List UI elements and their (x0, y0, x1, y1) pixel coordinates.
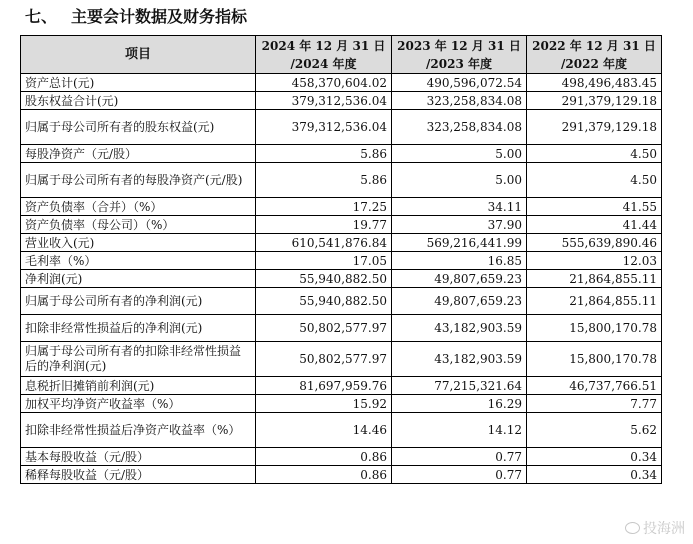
value-2023: 37.90 (392, 216, 527, 234)
value-2022: 21,864,855.11 (527, 288, 662, 315)
value-2024: 0.86 (256, 466, 392, 484)
table-row (21, 466, 662, 484)
value-2022: 12.03 (527, 252, 662, 270)
value-2024: 55,940,882.50 (256, 270, 392, 288)
value-2024: 14.46 (256, 413, 392, 448)
value-2022: 4.50 (527, 145, 662, 163)
row-label: 归属于母公司所有者的每股净资产(元/股) (21, 163, 256, 198)
watermark (625, 518, 685, 538)
value-2023: 490,596,072.54 (392, 74, 527, 92)
value-2023: 0.77 (392, 466, 527, 484)
row-label: 毛利率（%） (21, 252, 256, 270)
value-2022: 0.34 (527, 466, 662, 484)
table-row (21, 74, 662, 92)
value-2024: 379,312,536.04 (256, 92, 392, 110)
financial-indicators-table (20, 35, 662, 484)
value-2024: 50,802,577.97 (256, 342, 392, 377)
table-row (21, 448, 662, 466)
value-2022: 15,800,170.78 (527, 315, 662, 342)
value-2023: 14.12 (392, 413, 527, 448)
table-row (21, 92, 662, 110)
row-label: 股东权益合计(元) (21, 92, 256, 110)
header-2024 (256, 36, 392, 74)
value-2022: 46,737,766.51 (527, 377, 662, 395)
value-2022: 5.62 (527, 413, 662, 448)
value-2022: 4.50 (527, 163, 662, 198)
table-row (21, 342, 662, 377)
value-2023: 49,807,659.23 (392, 288, 527, 315)
value-2023: 34.11 (392, 198, 527, 216)
table-row (21, 395, 662, 413)
value-2023: 77,215,321.64 (392, 377, 527, 395)
value-2024: 0.86 (256, 448, 392, 466)
table-row (21, 110, 662, 145)
value-2022: 291,379,129.18 (527, 92, 662, 110)
header-2023-year: /2023 年度 (426, 56, 492, 71)
value-2024: 5.86 (256, 145, 392, 163)
row-label: 资产总计(元) (21, 74, 256, 92)
row-label: 扣除非经常性损益后净资产收益率（%） (21, 413, 256, 448)
section-heading (25, 4, 247, 30)
value-2022: 498,496,483.45 (527, 74, 662, 92)
value-2024: 55,940,882.50 (256, 288, 392, 315)
table-row (21, 216, 662, 234)
value-2024: 5.86 (256, 163, 392, 198)
row-label: 归属于母公司所有者的净利润(元) (21, 288, 256, 315)
row-label: 营业收入(元) (21, 234, 256, 252)
row-label: 扣除非经常性损益后的净利润(元) (21, 315, 256, 342)
header-2024-year: /2024 年度 (290, 56, 357, 71)
row-label: 净利润(元) (21, 270, 256, 288)
value-2022: 0.34 (527, 448, 662, 466)
value-2023: 323,258,834.08 (392, 110, 527, 145)
row-label: 归属于母公司所有者的扣除非经常性损益后的净利润(元) (21, 342, 256, 377)
row-label: 每股净资产（元/股） (21, 145, 256, 163)
value-2023: 43,182,903.59 (392, 315, 527, 342)
table-row (21, 145, 662, 163)
row-label: 稀释每股收益（元/股） (21, 466, 256, 484)
value-2023: 49,807,659.23 (392, 270, 527, 288)
value-2024: 50,802,577.97 (256, 315, 392, 342)
row-label: 基本每股收益（元/股） (21, 448, 256, 466)
section-number: 七、 (25, 7, 58, 26)
value-2023: 5.00 (392, 163, 527, 198)
header-2022 (527, 36, 662, 74)
header-item: 项目 (21, 36, 256, 74)
value-2024: 81,697,959.76 (256, 377, 392, 395)
value-2023: 323,258,834.08 (392, 92, 527, 110)
value-2022: 41.55 (527, 198, 662, 216)
header-2022-year: /2022 年度 (561, 56, 627, 71)
table-row (21, 315, 662, 342)
weibo-logo-icon (625, 522, 640, 534)
watermark-text: 投海洲 (643, 521, 685, 537)
row-label: 资产负债率（合并）（%） (21, 198, 256, 216)
table-row (21, 377, 662, 395)
table-row (21, 413, 662, 448)
header-2022-date: 2022 年 12 月 31 日 (532, 38, 656, 53)
value-2024: 379,312,536.04 (256, 110, 392, 145)
value-2024: 19.77 (256, 216, 392, 234)
value-2023: 5.00 (392, 145, 527, 163)
header-2024-date: 2024 年 12 月 31 日 (261, 38, 386, 53)
value-2024: 458,370,604.02 (256, 74, 392, 92)
table-row (21, 234, 662, 252)
value-2022: 7.77 (527, 395, 662, 413)
row-label: 归属于母公司所有者的股东权益(元) (21, 110, 256, 145)
section-title: 主要会计数据及财务指标 (71, 7, 248, 26)
value-2023: 43,182,903.59 (392, 342, 527, 377)
table-row (21, 288, 662, 315)
value-2023: 569,216,441.99 (392, 234, 527, 252)
table-row (21, 198, 662, 216)
value-2022: 15,800,170.78 (527, 342, 662, 377)
table-header-row (21, 36, 662, 74)
value-2022: 555,639,890.46 (527, 234, 662, 252)
header-2023-date: 2023 年 12 月 31 日 (397, 38, 521, 53)
value-2022: 291,379,129.18 (527, 110, 662, 145)
table-row (21, 270, 662, 288)
header-2023 (392, 36, 527, 74)
value-2023: 0.77 (392, 448, 527, 466)
value-2022: 41.44 (527, 216, 662, 234)
value-2024: 17.05 (256, 252, 392, 270)
value-2024: 610,541,876.84 (256, 234, 392, 252)
table-row (21, 252, 662, 270)
table-row (21, 163, 662, 198)
value-2023: 16.85 (392, 252, 527, 270)
value-2022: 21,864,855.11 (527, 270, 662, 288)
row-label: 息税折旧摊销前利润(元) (21, 377, 256, 395)
value-2023: 16.29 (392, 395, 527, 413)
row-label: 资产负债率（母公司）（%） (21, 216, 256, 234)
value-2024: 15.92 (256, 395, 392, 413)
row-label: 加权平均净资产收益率（%） (21, 395, 256, 413)
value-2024: 17.25 (256, 198, 392, 216)
